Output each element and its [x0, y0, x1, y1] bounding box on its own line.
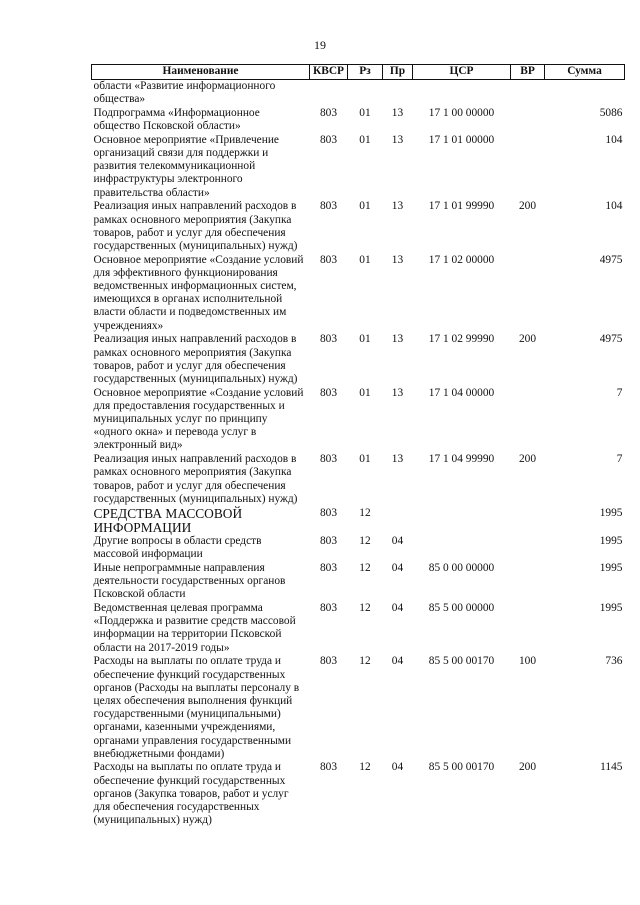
- cell-vr: 200: [518, 453, 537, 466]
- header-csr: ЦСР: [413, 65, 511, 80]
- cell-sum: 7: [616, 453, 623, 466]
- cell-kvsr: 803: [319, 561, 338, 574]
- cell-rz: 01: [359, 200, 371, 213]
- cell-sum: 1995: [599, 506, 623, 519]
- cell-rz: 12: [359, 506, 371, 519]
- cell-sum: 104: [605, 200, 623, 213]
- cell-vr: [511, 562, 545, 602]
- cell-pr: 13: [391, 200, 404, 213]
- cell-sum: 1145: [600, 761, 623, 774]
- cell-sum: 5086: [599, 106, 623, 119]
- header-vr: ВР: [511, 65, 545, 80]
- cell-name: Подпрограмма «Информационное общество Псковской области»: [93, 106, 260, 133]
- cell-sum: 1995: [599, 602, 623, 615]
- cell-rz: 01: [359, 453, 371, 466]
- cell-name: Другие вопросы в области средств массовой информации: [93, 535, 262, 561]
- cell-name: Реализация иных направлений расходов в рамках основного мероприятия (Закупка товаров, работ и услуг для обеспечения государственных (муниципальных) нужд): [93, 333, 298, 385]
- cell-sum: 104: [605, 133, 623, 146]
- table-row: [92, 562, 625, 602]
- cell-name: Расходы на выплаты по оплате труда и обеспечение функций государственных органов (Расходы на выплаты персоналу в целях обеспечения выполнения функций государственными (муниципальными) органами, казенными учреждениями, органами управления государственными внебюджетными фондами): [93, 655, 300, 760]
- cell-rz: 01: [359, 133, 371, 146]
- cell-pr: 13: [391, 453, 404, 466]
- cell-sum: 1995: [599, 561, 623, 574]
- cell-pr: 13: [391, 106, 404, 119]
- cell-vr: [511, 80, 545, 107]
- table-row: [92, 107, 625, 134]
- header-rz: Рз: [348, 65, 383, 80]
- cell-csr: 85 5 00 00170: [428, 655, 495, 668]
- table-row: [92, 200, 625, 253]
- table-row: [92, 333, 625, 386]
- cell-pr: 04: [391, 761, 404, 774]
- cell-name: Основное мероприятие «Привлечение организаций связи для поддержки и развития телекоммуникационной инфраструктуры электронного правительства области»: [93, 133, 279, 199]
- table-row: [92, 453, 625, 506]
- cell-rz: 12: [359, 602, 371, 615]
- table-row: [92, 655, 625, 761]
- cell-csr: 85 5 00 00000: [428, 602, 495, 615]
- cell-vr: [511, 602, 545, 655]
- cell-name: Основное мероприятие «Создание условий для предоставления государственных и муниципальных услуг по принципу «одного окна» и перевода услуг в электронный вид»: [93, 386, 304, 452]
- cell-sum: 7: [616, 386, 623, 399]
- cell-pr: 13: [391, 133, 404, 146]
- cell-kvsr: 803: [319, 655, 338, 668]
- cell-kvsr: 803: [319, 106, 338, 119]
- cell-kvsr: [310, 80, 348, 107]
- cell-kvsr: 803: [319, 506, 338, 519]
- table-row: [92, 535, 625, 562]
- cell-kvsr: 803: [319, 333, 338, 346]
- table-row: [92, 761, 625, 828]
- cell-sum: 4975: [599, 333, 623, 346]
- cell-name: Ведомственная целевая программа «Поддержка и развитие средств массовой информации на территории Псковской области на 2017-2019 годы»: [93, 602, 296, 654]
- cell-csr: 17 1 00 00000: [428, 106, 495, 119]
- cell-pr: 04: [391, 535, 404, 547]
- cell-pr: 04: [391, 602, 404, 615]
- cell-vr: 100: [518, 655, 537, 668]
- cell-kvsr: 803: [319, 200, 338, 213]
- header-sum: Сумма: [545, 65, 625, 80]
- cell-name: Основное мероприятие «Создание условий для эффективного функционирования ведомственных информационных систем, имеющихся в органах исполнительной власти области и подведомственных им учреждениях»: [93, 253, 304, 332]
- cell-rz: 12: [359, 561, 371, 574]
- cell-rz: [348, 80, 383, 107]
- cell-csr: 17 1 04 99990: [428, 453, 495, 466]
- cell-csr: [413, 535, 511, 562]
- cell-kvsr: 803: [319, 761, 338, 774]
- cell-sum: [545, 80, 625, 107]
- cell-name: Реализация иных направлений расходов в рамках основного мероприятия (Закупка товаров, работ и услуг для обеспечения государственных (муниципальных) нужд): [93, 453, 298, 505]
- cell-csr: 17 1 02 00000: [428, 253, 495, 266]
- table-row: [92, 134, 625, 201]
- cell-rz: 12: [359, 535, 371, 547]
- cell-vr: [511, 254, 545, 334]
- table-row: [92, 602, 625, 655]
- cell-rz: 01: [359, 386, 371, 399]
- cell-pr: 13: [391, 333, 404, 346]
- cell-csr: [413, 507, 511, 536]
- cell-rz: 12: [359, 655, 371, 668]
- cell-vr: [511, 107, 545, 134]
- cell-vr: [511, 134, 545, 201]
- cell-csr: 17 1 01 00000: [428, 133, 495, 146]
- cell-name: СРЕДСТВА МАССОВОЙ ИНФОРМАЦИИ: [93, 505, 243, 535]
- cell-kvsr: 803: [319, 386, 338, 399]
- cell-pr: 04: [391, 655, 404, 668]
- cell-pr: [383, 80, 413, 107]
- page-number: 19: [314, 38, 326, 52]
- cell-csr: 85 0 00 00000: [428, 561, 495, 574]
- cell-vr: 200: [518, 761, 537, 774]
- cell-kvsr: 803: [319, 602, 338, 615]
- cell-pr: 04: [391, 561, 404, 574]
- cell-csr: 17 1 02 99990: [428, 333, 495, 346]
- cell-csr: 17 1 04 00000: [428, 386, 495, 399]
- cell-pr: 13: [391, 253, 404, 266]
- table-row: [92, 387, 625, 454]
- cell-kvsr: 803: [319, 453, 338, 466]
- cell-vr: 200: [518, 200, 537, 213]
- cell-rz: 01: [359, 106, 371, 119]
- table-row: [92, 507, 625, 536]
- cell-vr: 200: [518, 333, 537, 346]
- cell-sum: 4975: [599, 253, 623, 266]
- header-pr: Пр: [383, 65, 413, 80]
- table-body: [92, 80, 625, 828]
- cell-vr: [511, 535, 545, 562]
- cell-name: Реализация иных направлений расходов в рамках основного мероприятия (Закупка товаров, работ и услуг для обеспечения государственных (муниципальных) нужд): [93, 200, 298, 252]
- table-row: [92, 80, 625, 107]
- cell-vr: [511, 387, 545, 454]
- cell-csr: 85 5 00 00170: [428, 761, 495, 774]
- budget-table: [91, 64, 625, 828]
- cell-pr: 13: [391, 386, 404, 399]
- cell-name: области «Развитие информационного общества»: [93, 80, 276, 106]
- cell-csr: 17 1 01 99990: [428, 200, 495, 213]
- cell-rz: 01: [359, 253, 371, 266]
- cell-sum: 1995: [599, 535, 623, 547]
- cell-kvsr: 803: [319, 253, 338, 266]
- cell-kvsr: 803: [319, 133, 338, 146]
- cell-csr: [413, 80, 511, 107]
- table-row: [92, 254, 625, 334]
- cell-sum: 736: [605, 655, 623, 668]
- cell-name: Иные непрограммные направления деятельности государственных органов Псковской области: [93, 561, 286, 601]
- header-kvsr: КВСР: [310, 65, 348, 80]
- header-name: Наименование: [92, 65, 310, 80]
- cell-name: Расходы на выплаты по оплате труда и обеспечение функций государственных органов (Закупка товаров, работ и услуг для обеспечения государственных (муниципальных) нужд): [93, 761, 289, 827]
- cell-pr: [383, 507, 413, 536]
- cell-rz: 12: [359, 761, 371, 774]
- cell-vr: [511, 507, 545, 536]
- cell-rz: 01: [359, 333, 371, 346]
- cell-kvsr: 803: [319, 535, 338, 547]
- table-header-row: [92, 65, 625, 80]
